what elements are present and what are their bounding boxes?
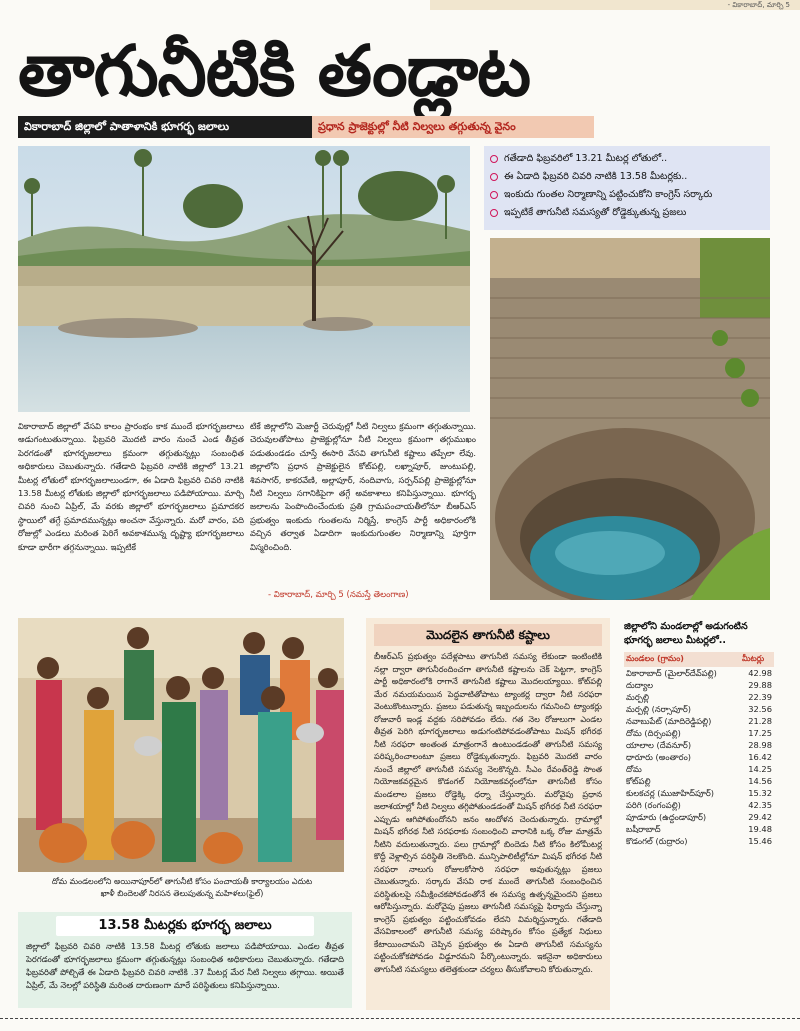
table-cell-value: 42.98: [748, 668, 772, 678]
table-row: [624, 835, 774, 847]
troubles-box-title: మొదలైన తాగునీటి కష్టాలు: [374, 624, 602, 646]
table-header-cell: మండలం (గ్రామం): [624, 652, 740, 667]
kicker-right: ప్రధాన ప్రాజెక్టుల్లో నీటి నిల్వలు తగ్గుతున్న వైనం: [312, 116, 594, 138]
table-cell-value: 22.39: [748, 692, 772, 702]
table-cell-mandal: యాలాల (దేవనూర్): [626, 740, 692, 750]
table-cell-mandal: నవాబుపేట్ (మాదిరెడ్డిపల్లి): [626, 716, 712, 726]
table-cell-mandal: దోమ (దిర్సంపల్లి): [626, 728, 681, 738]
table-cell-mandal: దుద్యాల: [626, 680, 654, 690]
table-cell-mandal: మర్పల్లి (నర్సాపూర్): [626, 704, 692, 714]
women-protest-photo: [18, 618, 344, 872]
table-row: [624, 715, 774, 727]
page-cut-line: [0, 1018, 800, 1019]
kicker-left: వికారాబాద్ జిల్లాలో పాతాళానికి భూగర్భ జలాలు: [18, 116, 313, 138]
table-cell-mandal: కోట్‌పల్లి: [626, 776, 651, 786]
table-row: [624, 763, 774, 775]
highlight-item: ఇంకుదు గుంతల నిర్మాణాన్ని పట్టించుకోని కాంగ్రెస్ సర్కారు: [490, 186, 764, 204]
table-header-row: [624, 652, 774, 667]
highlight-item: గతేడాది ఫిబ్రవరిలో 13.21 మీటర్ల లోతులో..: [490, 150, 764, 168]
table-cell-mandal: ధారూరు (అంతారం): [626, 752, 692, 762]
table-cell-value: 14.56: [748, 776, 772, 786]
table-cell-mandal: దోమ: [626, 764, 642, 774]
table-cell-mandal: పరిగి (రంగంపల్లి): [626, 800, 681, 810]
table-row: [624, 811, 774, 823]
table: [624, 652, 774, 847]
table-cell-value: 14.25: [748, 764, 772, 774]
table-title: జిల్లాలోని మండలాల్లో అడుగంటిన భూగర్భ జలాలు మీటర్లలో..: [624, 621, 748, 646]
groundwater-table: [624, 620, 774, 1012]
table-row: [624, 787, 774, 799]
table-cell-mandal: కులకచర్ల (ముజాహిద్‌పూర్): [626, 788, 715, 798]
table-cell-value: 28.98: [748, 740, 772, 750]
table-cell-mandal: వికారాబాద్ (మైలార్‌దేవ్‌పల్లి): [626, 668, 717, 678]
highlight-item: ఇప్పటికే తాగునీటి సమస్యతో రోడ్డెక్కుతున్న ప్రజలు: [490, 204, 764, 222]
table-row: [624, 667, 774, 679]
bullet-icon: [490, 209, 498, 217]
groundwater-box-body: జిల్లాలో ఫిబ్రవరి చివరి నాటికి 13.58 మీటర్ల లోతుకు జలాలు పడిపోయాయి. ఎండల తీవ్రత పెరగడంతో భూగర్భజలాలు క్రమంగా తగ్గుతున్నట్లు సంబంధిత అధికారులు చెబుతున్నారు. గతేడాది ఫిబ్రవరితో పోల్చితే ఈ ఏడాది ఫిబ్రవరి చివరి నాటికి .37 మీటర్ల మేర నీటి నిల్వలు తగ్గాయి. అయితే ఏప్రిల్, మే నెలల్లో పరిస్థితి మరింత దారుణంగా మారే పరిస్థితులు కనిపిస్తున్నాయి.: [26, 941, 344, 990]
table-row: [624, 823, 774, 835]
table-cell-mandal: మర్పల్లి: [626, 692, 649, 702]
table-cell-value: 17.25: [748, 728, 772, 738]
table-cell-value: 21.28: [748, 716, 772, 726]
table-cell-value: 16.42: [748, 752, 772, 762]
table-row: [624, 679, 774, 691]
bullet-icon: [490, 155, 498, 163]
photo-caption: దోమ మండలంలోని అయినాపూర్‌లో తాగునీటి కోసం పంచాయతీ కార్యాలయం ఎదుట ఖాళీ బిందెలతో నిరసన తెలుపుతున్న మహిళలు(ఫైల్): [51, 877, 313, 898]
groundwater-box-title: 13.58 మీటర్లకు భూగర్భ జలాలు: [56, 916, 314, 936]
groundwater-box: [18, 912, 352, 1008]
table-row: [624, 703, 774, 715]
troubles-box: [366, 618, 610, 1010]
table-header-cell: మీటర్లు: [740, 652, 774, 667]
table-row: [624, 751, 774, 763]
table-row: [624, 739, 774, 751]
well-photo: [490, 238, 770, 600]
table-cell-value: 15.46: [748, 836, 772, 846]
table-cell-value: 15.32: [748, 788, 772, 798]
table-cell-value: 42.35: [748, 800, 772, 810]
bullet-icon: [490, 173, 498, 181]
table-cell-mandal: కొడంగల్ (రుద్రారం): [626, 836, 688, 846]
headline: తాగునీటికి తండ్లాట: [18, 30, 531, 112]
article-column-2: టికే జిల్లాలోని మెజార్టీ చెరువుల్లో నీటి నిల్వలు క్రమంగా తగ్గుతున్నాయి. చెరువులతోపాటు ప్రాజెక్టుల్లోనూ నీటి నిల్వలు క్రమంగా తగ్గుముఖం పడుతుండడం చూస్తే ఈసారి వేసవి తాగునీటి కష్టాలు తప్పేలా లేవు. జిల్లాలోని ప్రధాన ప్రాజెక్టులైన కోట్‌పల్లి, లఖ్నాపూర్, జుంటుపల్లి, శివసాగర్, కాకరవేణి, అల్లాపూర్, నందివాగు, సర్పన్‌పల్లి ప్రాజెక్టుల్లోనూ నీటి నిల్వలు సగానికిపైగా తగ్గే అవకాశాలు కనిపిస్తున్నాయి. భూగర్భ జలాలను పెంపొందించేందుకు ప్రతి గ్రామపంచాయతీలోనూ బీఆర్ఎస్ ప్రభుత్వం ఇంకుదు గుంతలను నిర్మిస్తే, కాంగ్రెస్ పార్టీ అధికారంలోకి వచ్చిన తర్వాత ఏడాదిగా ఇంకుదుగుంతల నిర్మాణాన్ని పూర్తిగా విస్మరించింది.: [250, 421, 476, 552]
highlight-item: ఈ ఏడాది ఫిబ్రవరి చివరి నాటికి 13.58 మీటర్లకు..: [490, 168, 764, 186]
highlights-box: [484, 146, 770, 230]
table-cell-value: 29.42: [748, 812, 772, 822]
table-cell-mandal: పూడూరు (ఉద్దండాపూర్): [626, 812, 707, 822]
table-cell-value: 29.88: [748, 680, 772, 690]
top-strip: - వికారాబాద్, మార్చి 5: [430, 0, 800, 10]
table-row: [624, 727, 774, 739]
table-row: [624, 775, 774, 787]
article-column-1: వికారాబాద్ జిల్లాలో వేసవి కాలం ప్రారంభం కాక ముందే భూగర్భజలాలు అడుగంటుతున్నాయి. ఫిబ్రవరి మొదటి వారం నుంచే ఎండ తీవ్రత పెరగడంతో భూగర్భజలాలు క్రమంగా తగ్గుతున్నట్లు సంబంధిత అధికారులు చెబుతున్నారు. గతేడాది ఫిబ్రవరి నాటికి జిల్లాలో 13.21 మీటర్ల లోతులో భూగర్భజలాలుండగా, ఈ ఏడాది ఫిబ్రవరి చివరి నాటికి 13.58 మీటర్ల లోతుకు జిల్లాలో భూగర్భజలాలు పడిపోయాయి. మార్చి చివరి నుంచి ఏప్రిల్, మే వరకు జిల్లాలో భూగర్భజలాలు ప్రమాదకర స్థాయిలో తగ్గే ప్రమాదమున్నట్లు అంచనా వేస్తున్నారు. మరో వారం, పది రోజుల్లో ఎండలు మరింత పెరిగే అవకాశమున్న దృష్ట్యా భూగర్భజలాలు కూడా భారీగా తగ్గనున్నాయి. ఇప్పటికే: [18, 421, 244, 552]
table-row: [624, 799, 774, 811]
bullet-icon: [490, 191, 498, 199]
table-cell-value: 19.48: [748, 824, 772, 834]
lake-photo: [18, 146, 470, 412]
table-row: [624, 691, 774, 703]
troubles-box-body: బీఆర్ఎస్ ప్రభుత్వం పదేళ్లపాటు తాగునీటి సమస్య లేకుండా ఇంటింటికి నల్లా ద్వారా తాగునీరందించగా తాగునీటి కష్టాలను చెక్ పెట్టగా, కాంగ్రెస్ పార్టీ అధికారంలోకి రాగానే తాగునీటి కష్టాలు మొదలయ్యాయి. కోట్‌పల్లి మేర నమయమయిన పెద్దవాటితోపాటు ట్యాంకర్ల ద్వారా నీటి సరఫరా వెంటుకొంటున్నారు. ప్రజలు పడుతున్న ఇబ్బందులను గమనించి ట్యాంకర్లు రోజువారీ ఇండ్ల వద్దకు సరిపోవడం లేదు. గత నెల రోజులుగా ఎండల తీవ్రత పెరిగి భూగర్భజలాలు అడుగంటిపోవడంతోపాటు మిషన్ భగీరథ నీటి సరఫరా అంతంత మాత్రంగానే ఉంటుండడంతో తాగునీటి సమస్య పరిష్కరించాలంటూ ప్రజలు రోడ్డెక్కుతున్నారు. ఫిబ్రవరి మొదటి వారం నుంచే జిల్లాలో తాగునీటి సమస్య నెలకొన్నది. సీఎం రేవంత్‌రెడ్డి సొంత నియోజకవర్గమైన కొడంగల్ నియోజకవర్గంలోనూ తాగునీటి కోసం మండలాల ప్రజలు రోడ్డెక్కి ధర్నా చేస్తున్నారు. మరోవైపు ప్రధాన జలాశయాల్లో నీటి నిల్వలు తగ్గిపోతుండడంతో మిషన్ భగీరథ నీటి సరఫరా ఎప్పుడు ఆగిపోతుందోనని జనం ఆందోళన చెందుతున్నారు. గ్రామాల్లో మిషన్ భగీరథ నీటి సరఫరాకు సంబంధించి వారానికి ఒక్క రోజు మాత్రమే నీటిని వదులుతున్నారు. పలు గ్రామాల్లో బిందెడు నీటి కోసం కిలోమీటర్ల కొద్దీ వెళ్లాల్సిన పరిస్థితి నెలకొంది. మున్సిపాలిటీల్లోనూ మిషన్ భగీరథ నీటి సరఫరా నాలుగు రోజులకోసారి సరఫరా అవుతున్నట్లు ప్రజలు చెబుతున్నారు. సర్కారు వేసవి రాక ముందే తాగునీటి సంబంధించిన పరిస్థితులపై సమీక్షించకపోవడంతోనే ఈ సమస్య ఉత్పన్నమైందని ప్రజలు ఆరోపిస్తున్నారు. మరోవైపు ప్రజలు తాగునీటి సమస్యపై ఫిర్యాదు చేస్తున్నా కాంగ్రెస్ ప్రభుత్వం పట్టించుకోవడం లేదని విమర్శిస్తున్నారు. గతేడాది వేసవికాలంలో తాగునీటి సమస్య పరిష్కారం కోసం ప్రత్యేక నిధులు కేటాయించామని చెప్పిన ప్రభుత్వం ఈ ఏడాది తాగునీటి సమస్యను పట్టించుకోకపోవడం విడ్డూరమని పేర్కొంటున్నారు. ఇకనైనా అధికారులు తాగునీటి సమస్యలు తలెత్తకుండా చర్యలు తీసుకోవాలని కోరుతున్నారు.: [374, 651, 602, 974]
table-cell-value: 32.56: [748, 704, 772, 714]
byline: - వికారాబాద్, మార్చి 5 (నమస్తే తెలంగాణ): [268, 590, 409, 600]
table-cell-mandal: బషీరాబాద్: [626, 824, 661, 834]
